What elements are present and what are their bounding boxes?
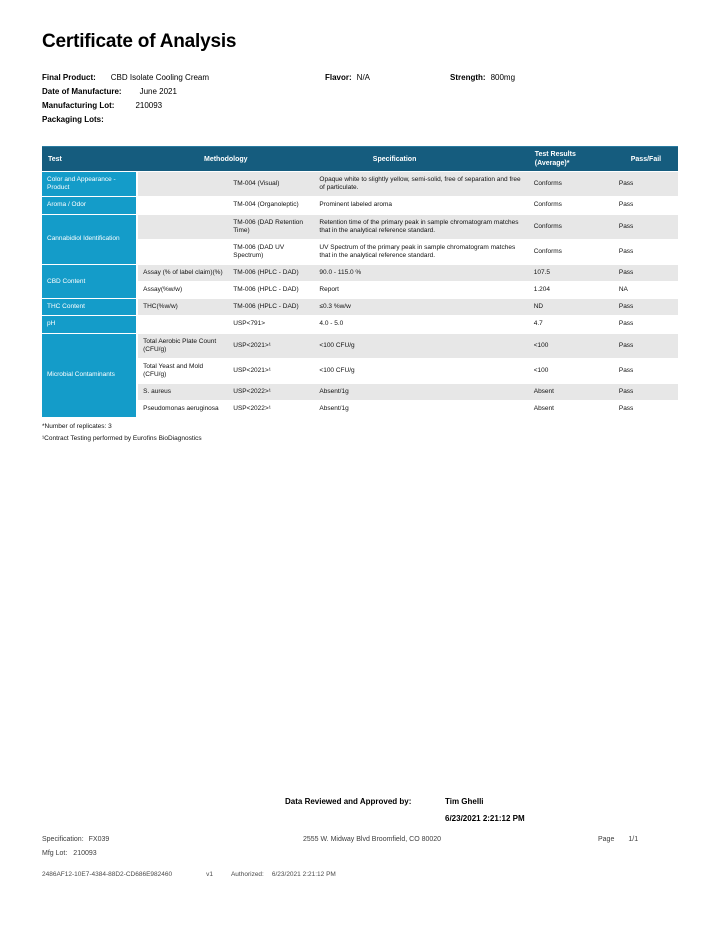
pass-cell: Pass <box>614 401 678 418</box>
pass-cell: Pass <box>614 333 678 358</box>
specification-cell: <100 CFU/g <box>314 333 528 358</box>
result-cell: Conforms <box>529 214 614 239</box>
authorized-datetime: 6/23/2021 2:21:12 PM <box>271 871 336 878</box>
footer-mfg-lot-label: Mfg Lot: <box>42 850 68 857</box>
table-row <box>42 265 678 282</box>
pass-cell: NA <box>614 282 678 299</box>
footer-mfg-lot-value: 210093 <box>73 850 97 857</box>
methodology-cell: TM-006 (DAD UV Spectrum) <box>228 239 314 264</box>
pass-cell: Pass <box>614 384 678 401</box>
footer-page-label: Page <box>598 836 615 843</box>
footnote-contract-testing: ¹Contract Testing performed by Eurofins BioDiagnostics <box>42 435 202 442</box>
pass-cell: Pass <box>614 265 678 282</box>
pass-cell: Pass <box>614 239 678 264</box>
footnote-replicates: *Number of replicates: 3 <box>42 423 112 431</box>
methodology-cell: USP<791> <box>228 316 314 333</box>
flavor-label: Flavor: <box>325 73 352 82</box>
specification-cell: Prominent labeled aroma <box>314 197 528 214</box>
column-header-3: Specification <box>314 147 528 172</box>
table-row <box>42 172 678 197</box>
flavor-field <box>325 73 370 82</box>
specification-cell: 4.0 - 5.0 <box>314 316 528 333</box>
subtest-cell: S. aureus <box>137 384 228 401</box>
footer-page-value: 1/1 <box>628 836 639 843</box>
methodology-cell: USP<2021>¹ <box>228 333 314 358</box>
table-row <box>42 239 678 264</box>
result-cell: <100 <box>529 333 614 358</box>
pass-cell: Pass <box>614 197 678 214</box>
manufacturing-lot-label: Manufacturing Lot: <box>42 101 115 110</box>
table-header-row <box>42 147 678 172</box>
result-cell: Absent <box>529 384 614 401</box>
result-cell: ND <box>529 299 614 316</box>
specification-cell: ≤0.3 %w/w <box>314 299 528 316</box>
column-header-4: Test Results (Average)* <box>529 147 614 172</box>
strength-field <box>450 73 515 82</box>
subtest-cell <box>137 172 228 197</box>
subtest-cell <box>137 316 228 333</box>
table-row <box>42 401 678 418</box>
table-row <box>42 384 678 401</box>
test-group-cell: CBD Content <box>42 265 137 299</box>
methodology-cell: USP<2022>¹ <box>228 401 314 418</box>
pass-cell: Pass <box>614 214 678 239</box>
footnotes <box>42 421 678 444</box>
strength-value: 800mg <box>490 73 516 82</box>
test-group-cell: Microbial Contaminants <box>42 333 137 418</box>
specification-cell: UV Spectrum of the primary peak in sample chromatogram matches that in the analytical reference standard. <box>314 239 528 264</box>
table-row <box>42 299 678 316</box>
subtest-cell: Pseudomonas aeruginosa <box>137 401 228 418</box>
test-group-cell: pH <box>42 316 137 333</box>
test-group-cell: Color and Appearance - Product <box>42 172 137 197</box>
specification-cell: Absent/1g <box>314 384 528 401</box>
methodology-cell: TM-006 (HPLC - DAD) <box>228 265 314 282</box>
final-product-label: Final Product: <box>42 73 96 82</box>
final-product-value: CBD Isolate Cooling Cream <box>110 73 210 82</box>
result-cell: Absent <box>529 401 614 418</box>
approval-label: Data Reviewed and Approved by: <box>285 797 412 806</box>
test-group-cell: Aroma / Odor <box>42 197 137 214</box>
column-header-2: Methodology <box>137 147 314 172</box>
result-cell: 1.204 <box>529 282 614 299</box>
date-of-manufacture-label: Date of Manufacture: <box>42 87 122 96</box>
methodology-cell: TM-006 (DAD Retention Time) <box>228 214 314 239</box>
table-row <box>42 197 678 214</box>
footer-address: 2555 W. Midway Blvd Broomfield, CO 80020 <box>302 836 442 843</box>
specification-cell: Opaque white to slightly yellow, semi-solid, free of separation and free of particulate. <box>314 172 528 197</box>
final-product-field <box>42 73 209 82</box>
column-header-5: Pass/Fail <box>614 147 678 172</box>
approver-name: Tim Ghelli <box>445 797 484 806</box>
subtest-cell <box>137 214 228 239</box>
date-of-manufacture-value: June 2021 <box>139 87 177 96</box>
test-group-cell: Cannabidiol Identification <box>42 214 137 265</box>
result-cell: Conforms <box>529 197 614 214</box>
manufacturing-lot-value: 210093 <box>135 101 163 110</box>
methodology-cell: TM-006 (HPLC - DAD) <box>228 299 314 316</box>
authorized-label: Authorized: <box>230 871 264 878</box>
methodology-cell: TM-006 (HPLC - DAD) <box>228 282 314 299</box>
pass-cell: Pass <box>614 358 678 383</box>
table-row <box>42 214 678 239</box>
methodology-cell: USP<2021>¹ <box>228 358 314 383</box>
approval-datetime: 6/23/2021 2:21:12 PM <box>445 814 525 823</box>
result-cell: Conforms <box>529 239 614 264</box>
footer-specification-value: FX039 <box>88 836 110 843</box>
packaging-lots-field <box>42 115 104 124</box>
result-cell: 4.7 <box>529 316 614 333</box>
footer-specification-label: Specification: <box>42 836 84 843</box>
flavor-value: N/A <box>356 73 371 82</box>
methodology-cell: TM-004 (Organoleptic) <box>228 197 314 214</box>
subtest-cell <box>137 239 228 264</box>
result-cell: Conforms <box>529 172 614 197</box>
footer-page-indicator <box>598 836 638 843</box>
specification-cell: Report <box>314 282 528 299</box>
strength-label: Strength: <box>450 73 486 82</box>
subtest-cell <box>137 197 228 214</box>
subtest-cell: Assay (% of label claim)(%) <box>137 265 228 282</box>
date-of-manufacture-field <box>42 87 177 96</box>
specification-cell: 90.0 - 115.0 % <box>314 265 528 282</box>
results-table <box>42 146 678 418</box>
specification-cell: Absent/1g <box>314 401 528 418</box>
footer-mfg-lot-field <box>42 850 97 857</box>
table-row <box>42 333 678 358</box>
specification-cell: Retention time of the primary peak in sample chromatogram matches that in the analytical reference standard. <box>314 214 528 239</box>
manufacturing-lot-field <box>42 101 162 110</box>
pass-cell: Pass <box>614 316 678 333</box>
methodology-cell: USP<2022>¹ <box>228 384 314 401</box>
packaging-lots-label: Packaging Lots: <box>42 115 104 124</box>
subtest-cell: Total Aerobic Plate Count (CFU/g) <box>137 333 228 358</box>
results-table-section <box>42 146 678 445</box>
column-header-1: Test <box>42 147 137 172</box>
result-cell: <100 <box>529 358 614 383</box>
table-row <box>42 316 678 333</box>
specification-cell: <100 CFU/g <box>314 358 528 383</box>
table-row <box>42 282 678 299</box>
footer-specification-field <box>42 836 109 843</box>
page-title: Certificate of Analysis <box>42 31 237 52</box>
document-version: v1 <box>206 871 213 878</box>
table-row <box>42 358 678 383</box>
test-group-cell: THC Content <box>42 299 137 316</box>
result-cell: 107.5 <box>529 265 614 282</box>
subtest-cell: Total Yeast and Mold (CFU/g) <box>137 358 228 383</box>
pass-cell: Pass <box>614 172 678 197</box>
subtest-cell: THC(%w/w) <box>137 299 228 316</box>
document-id-line <box>42 871 336 878</box>
pass-cell: Pass <box>614 299 678 316</box>
methodology-cell: TM-004 (Visual) <box>228 172 314 197</box>
document-id: 2486AF12-10E7-4384-88D2-CD686E982460 <box>42 871 173 878</box>
subtest-cell: Assay(%w/w) <box>137 282 228 299</box>
